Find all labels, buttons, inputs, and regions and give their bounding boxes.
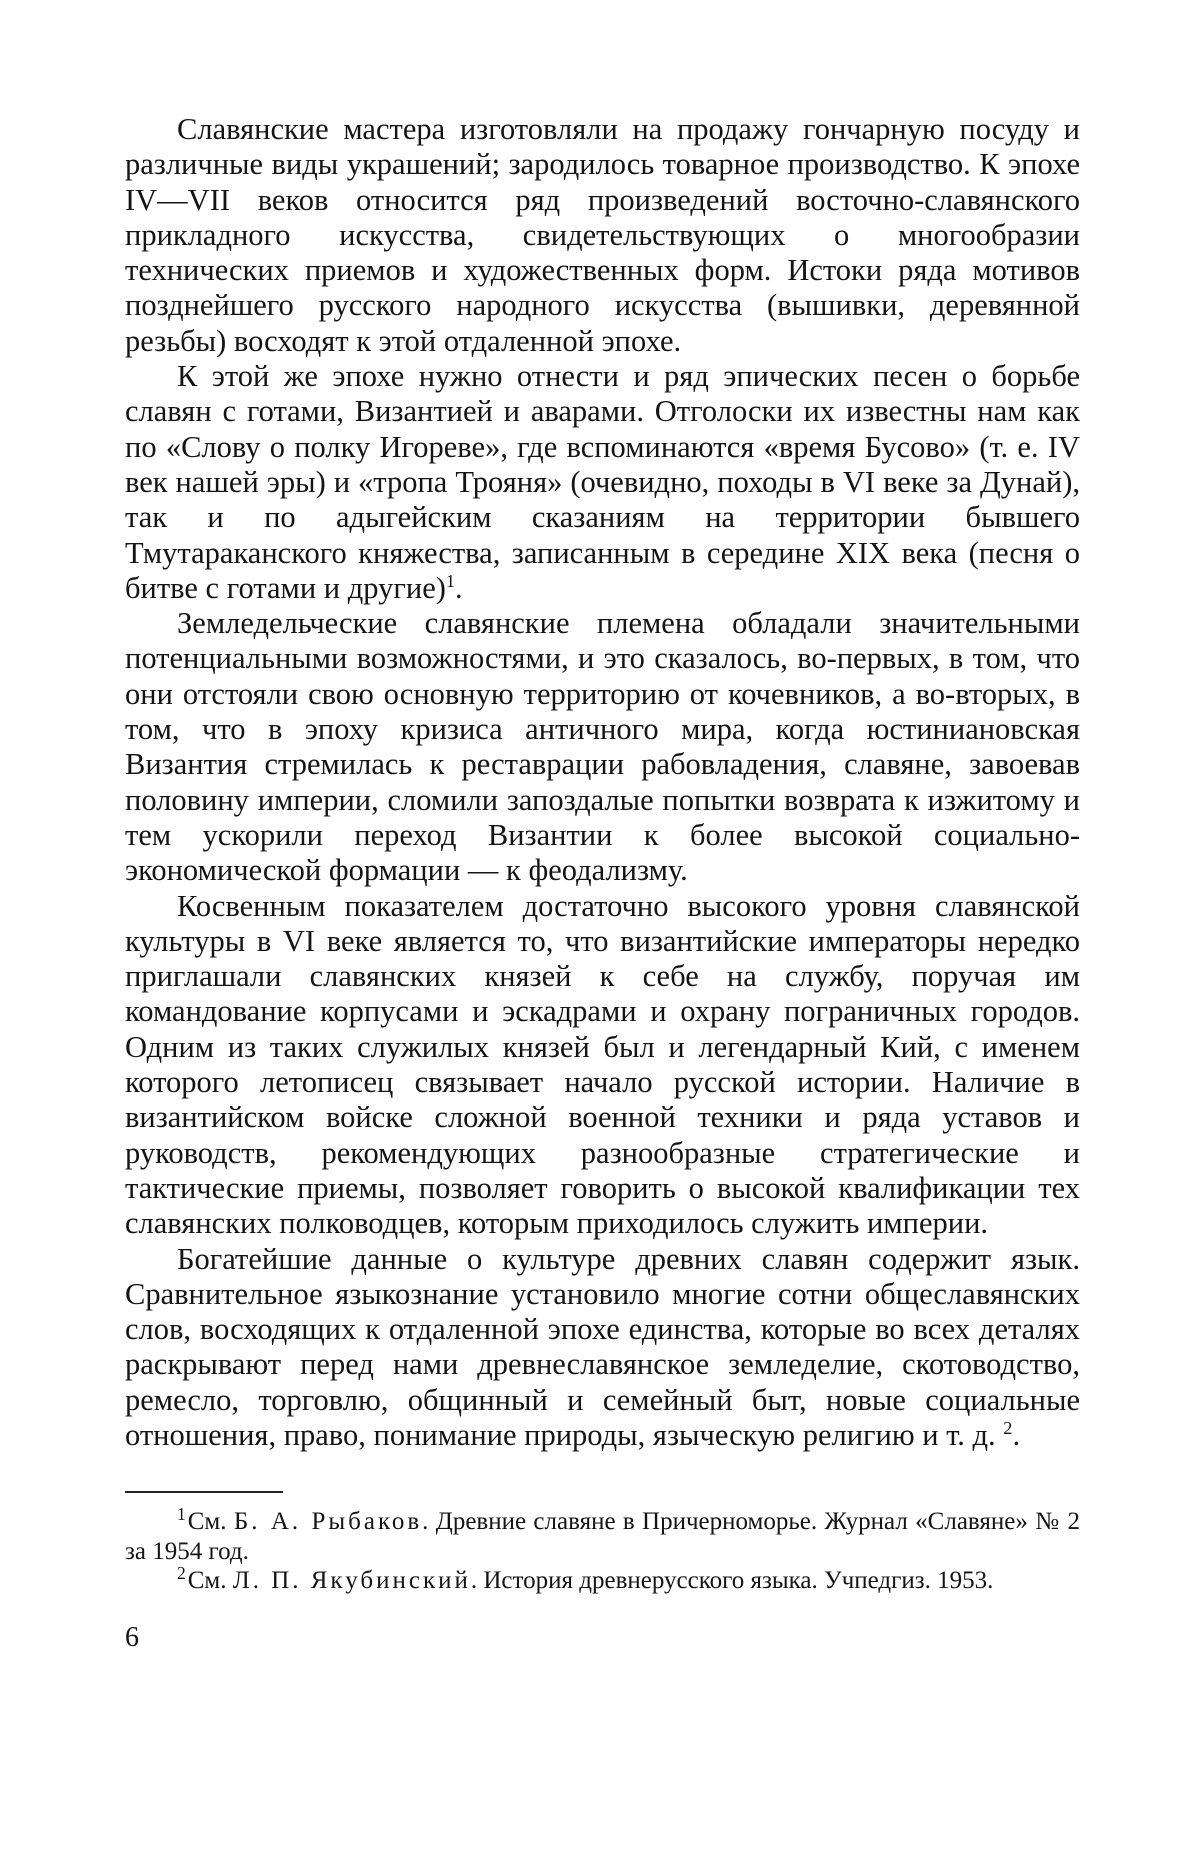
main-text xyxy=(125,112,1080,1453)
footnotes xyxy=(125,1503,1081,1596)
paragraph-4: Косвенным показателем достаточно высокого уровня славянской культуры в VI веке является то, что византийские императоры нередко приглашали славянских князей к себе на службу, поручая им командование корпусами и эскадрами и охрану пограничных городов. Одним из таких служилых князей был и легендарный Кий, с именем которого летописец связывает начало русской истории. Наличие в византийском войске сложной военной техники и ряда уставов и руководств, рекомендующих разнообразные стратегические и тактические приемы, позволяет говорить о высокой квалификации тех славянских полководцев, которым приходилось служить империи. xyxy=(125,888,1080,1241)
paragraph-1: Славянские мастера изготовляли на продажу гончарную посуду и различные виды украшений; зародилось товарное производство. К эпохе IV—VII веков относится ряд произведений восточно-славянского прикладного искусства, свидетельствующих о многообразии технических приемов и художественных форм. Истоки ряда мотивов позднейшего русского народного искусства (вышивки, деревянной резьбы) восходят к этой отдаленной эпохе. xyxy=(125,112,1080,358)
footnote-2: $^2$См. Л. П. Якубинский. История древнерусского языка. Учпедгиз. 1953. xyxy=(177,1562,994,1595)
footnote-1-author: Б. А. Рыбаков xyxy=(233,1508,423,1536)
page-number: 6 xyxy=(125,1621,139,1653)
footnote-divider xyxy=(125,1491,283,1493)
footnote-ref-2: 2 xyxy=(1003,1417,1013,1438)
paragraph-3: Земледельческие славянские племена обладали значительными потенциальными возможностями, и это сказалось, во-первых, в том, что они отстояли свою основную территорию от кочевников, а во-вторых, в том, что в эпоху кризиса античного мира, когда юстиниановская Византия стремилась к реставрации рабовладения, славяне, завоевав половину империи, сломили запоздалые попытки возврата к изжитому и тем ускорили переход Византии к более высокой социально-экономической формации — к феодализму. xyxy=(125,606,1080,888)
footnote-ref-1: 1 xyxy=(445,570,456,591)
footnote-1: $^1$См. Б. А. Рыбаков. Древние славяне в Причерноморье. Журнал «Славяне» № 2 за 1954 год. xyxy=(125,1503,1081,1565)
paragraph-2: К этой же эпохе нужно отнести и ряд эпических песен о борьбе славян с готами, Византией и аварами. Отголоски их известны нам как по «Слову о полку Игореве», где вспоминаются «время Бусово» (т. е. IV век нашей эры) и «тропа Трояня» (очевидно, походы в VI веке за Дунай), так и по адыгейским сказаниям на территории бывшего Тмутараканского княжества, записанным в середине XIX века (песня о битве с готами и другие)$^1$. xyxy=(125,359,1080,605)
paragraph-5: Богатейшие данные о культуре древних славян содержит язык. Сравнительное языкознание установило многие сотни общеславянских слов, восходящих к отдаленной эпохе единства, которые во всех деталях раскрывают перед нами древнеславянское земледелие, скотоводство, ремесло, торговлю, общинный и семейный быт, новые социальные отношения, право, понимание природы, языческую религию и т. д. $^2$. xyxy=(125,1241,1080,1452)
footnote-2-author: Л. П. Якубинский xyxy=(232,1567,471,1595)
book-page xyxy=(125,112,1080,1654)
